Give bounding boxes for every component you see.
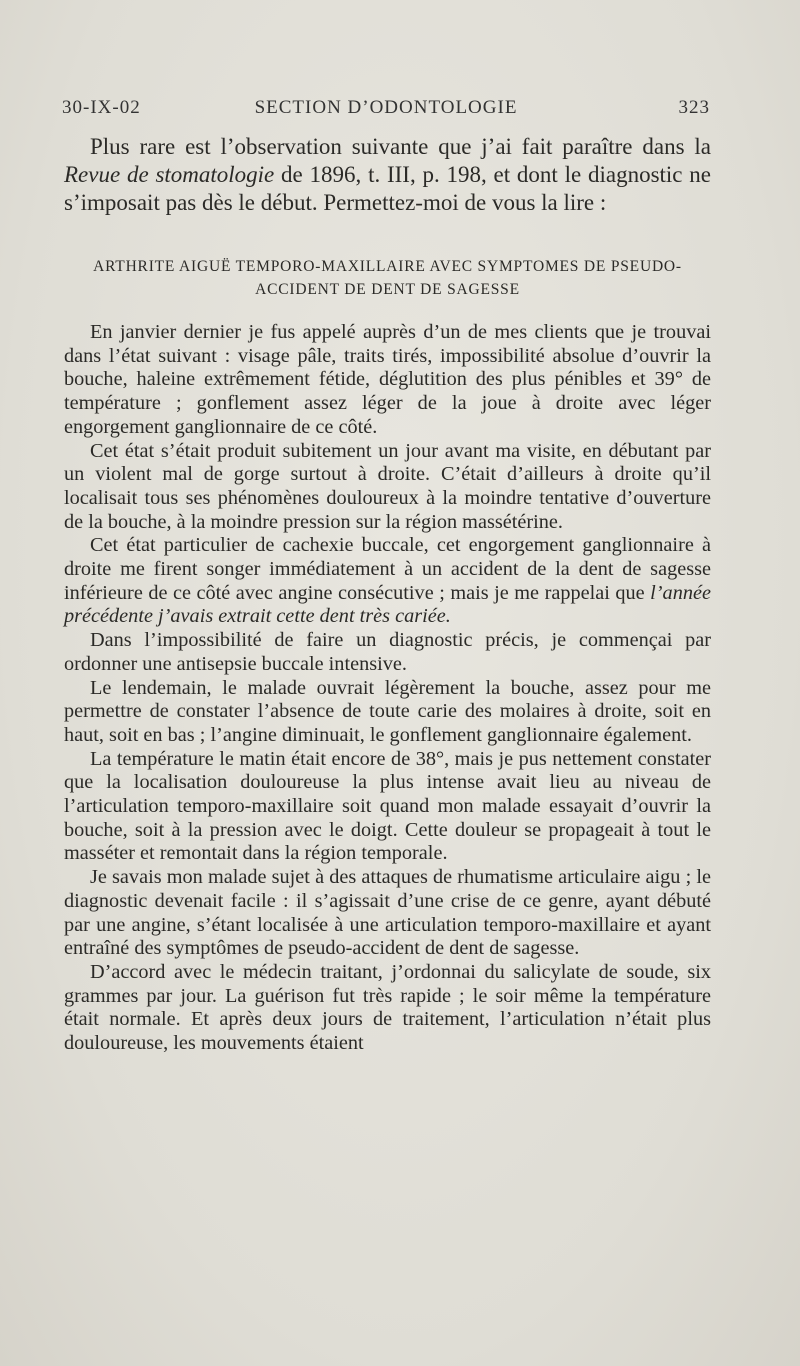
article-heading xyxy=(64,255,711,301)
paragraph-3 xyxy=(64,534,711,629)
intro-text-start: Plus rare est l’observation suivante que j’ai fait paraître dans la xyxy=(90,134,711,159)
paragraph-1: En janvier dernier je fus appelé auprès d’un de mes clients que je trouvai dans l’état suivant : visage pâle, traits tirés, impossibilité absolue d’ouvrir la bouche, haleine extrêmement fétide, déglutition des plus pénibles et 39° de température ; gonflement assez léger de la joue à droite avec léger engorgement ganglionnaire de ce côté. xyxy=(64,321,711,438)
paragraph-3-italic: l’année précédente j’avais extrait cette dent très cariée. xyxy=(64,581,711,628)
heading-line-1: ARTHRITE AIGUË TEMPORO-MAXILLAIRE AVEC SYMPTOMES DE PSEUDO- xyxy=(93,258,682,275)
paragraph-2: Cet état s’était produit subitement un jour avant ma visite, en débutant par un violent mal de gorge surtout à droite. C’était d’ailleurs à droite qu’il localisait tous ses phénomènes douloureux à la moindre tentative d’ouverture de la bouche, à la moindre pression sur la région massétérine. xyxy=(64,439,711,533)
heading-line-2: ACCIDENT DE DENT DE SAGESSE xyxy=(255,281,520,298)
intro-text-end: de 1896, t. III, p. 198, et dont le diagnostic ne s’imposait pas dès le début. Permettez-moi de vous la lire : xyxy=(64,162,711,215)
running-header xyxy=(62,97,710,123)
journal-title: Revue de stomatologie xyxy=(64,162,275,187)
page-body xyxy=(64,133,711,1056)
paragraph-8: D’accord avec le médecin traitant, j’ordonnai du salicylate de soude, six grammes par jour. La guérison fut très rapide ; le soir même la température était normale. Et après deux jours de traitement, l’articulation n’était plus douloureuse, les mouvements étaient xyxy=(64,960,711,1055)
paragraph-7: Je savais mon malade sujet à des attaques de rhumatisme articulaire aigu ; le diagnostic devenait facile : il s’agissait d’une crise de ce genre, ayant débuté par une angine, s’étant localisée à une articulation temporo-maxillaire et ayant entraîné des symptômes de pseudo-accident de dent de sagesse. xyxy=(64,866,711,960)
intro-paragraph xyxy=(64,133,711,217)
paragraph-5: Le lendemain, le malade ouvrait légèrement la bouche, assez pour me permettre de constater l’absence de toute carie des molaires à droite, soit en haut, soit en bas ; l’angine diminuait, le gonflement ganglionnaire également. xyxy=(64,676,711,746)
paragraph-6: La température le matin était encore de 38°, mais je pus nettement constater que la localisation douloureuse la plus intense avait lieu au niveau de l’articulation temporo-maxillaire soit quand mon malade essayait d’ouvrir la bouche, soit à la pression avec le doigt. Cette douleur se propageait à tout le masséter et remontait dans la région temporale. xyxy=(64,747,711,865)
paragraph-4: Dans l’impossibilité de faire un diagnostic précis, je commençai par ordonner une antisepsie buccale intensive. xyxy=(64,629,711,675)
paragraph-3-text: Cet état particulier de cachexie buccale, cet engorgement ganglionnaire à droite me firent songer immédiatement à un accident de la dent de sagesse inférieure de ce côté avec angine consécutive ; mais je me rappelai que xyxy=(64,534,711,604)
header-section-title: SECTION D’ODONTOLOGIE xyxy=(254,97,518,118)
header-date: 30-IX-02 xyxy=(62,97,141,118)
page-number: 323 xyxy=(678,97,710,118)
